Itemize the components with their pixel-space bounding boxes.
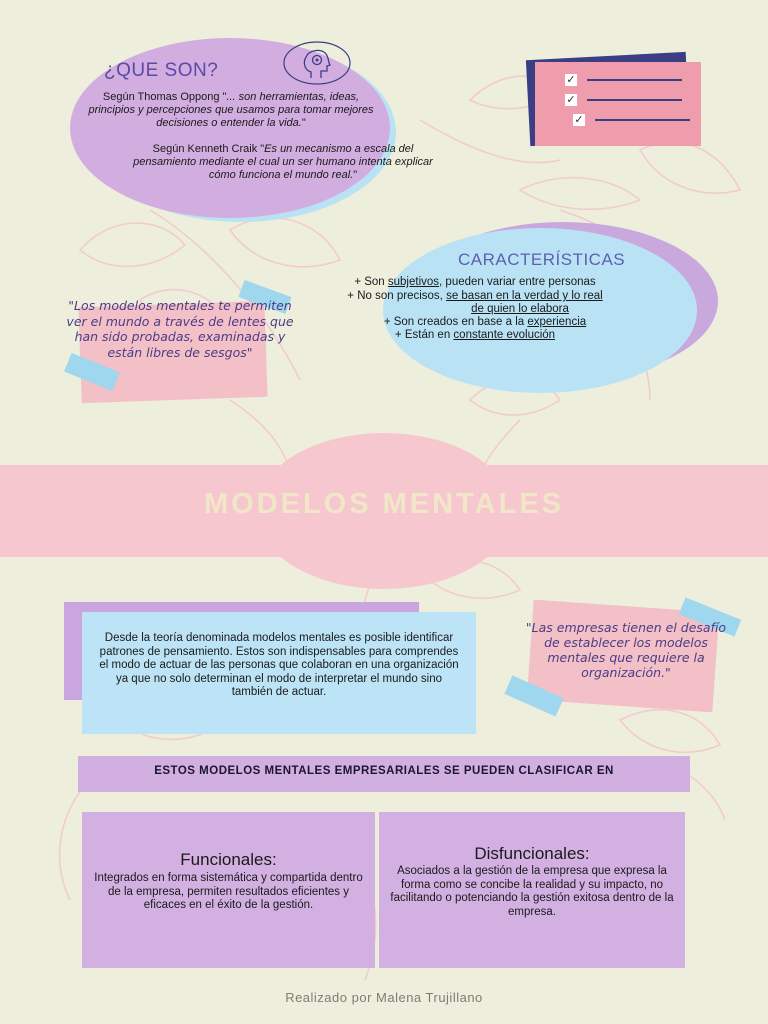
craik-quote-line-2: pensamiento mediante el cual un ser humano intenta explicar	[133, 156, 433, 168]
check-mark-icon: ✓	[566, 74, 576, 86]
funcionales-text: Integrados en forma sistemática y compartida dentro de la empresa, permiten resultados eficientes y eficaces en el éxito de la gestión.	[94, 872, 363, 911]
caracteristica-precisos-cont	[430, 303, 610, 317]
caracteristica-evolucion	[290, 329, 660, 343]
craik-quote-end: "	[353, 169, 358, 181]
check-mark-icon: ✓	[574, 114, 584, 126]
oppong-intro: Según Thomas Oppong "	[102, 91, 227, 103]
craik-quote-line-1: Es un mecanismo a escala del	[264, 143, 414, 155]
disfuncionales-box	[379, 812, 685, 968]
checklist-line	[587, 99, 682, 101]
caracteristica-text: + No son precisos,	[347, 290, 447, 302]
checklist-row	[565, 74, 685, 88]
caracteristica-experiencia	[300, 316, 670, 330]
quote-left-text: "Los modelos mentales te permiten ver el mundo a través de lentes que han sido probadas, examinadas y están libres de sesgos"	[66, 298, 294, 360]
funcionales-title: Funcionales:	[180, 850, 277, 869]
checklist-line	[595, 119, 690, 121]
checklist-row	[565, 94, 685, 108]
caracteristica-text: , pueden variar entre personas	[439, 276, 596, 288]
disfuncionales-text: Asociados a la gestión de la empresa que expresa la forma como se concibe la realidad y su impacto, no facilitando o potenciando la gestión exitosa dentro de la empresa.	[390, 865, 674, 918]
caracteristica-underlined: de quien lo elabora	[471, 303, 569, 315]
oppong-quote-line-3: decisiones o entender la vida.	[156, 117, 302, 129]
check-mark-icon: ✓	[566, 94, 576, 106]
que-son-title: ¿QUE SON?	[104, 60, 219, 81]
head-gear-icon	[281, 40, 353, 86]
caracteristica-underlined: experiencia	[527, 316, 587, 328]
quote-right-text: "Las empresas tienen el desafío de establecer los modelos mentales que requiere la organización."	[525, 620, 727, 680]
oppong-quote-line-1: ... son herramientas, ideas,	[226, 91, 360, 103]
caracteristica-underlined: subjetivos	[387, 276, 440, 288]
caracteristica-precisos	[290, 290, 660, 304]
funcionales-box	[82, 812, 375, 968]
checklist-icon	[535, 62, 701, 146]
clasificacion-heading: ESTOS MODELOS MENTALES EMPRESARIALES SE PUEDEN CLASIFICAR EN	[154, 765, 614, 777]
caracteristica-text: + Están en	[394, 329, 454, 341]
caracteristica-underlined: constante evolución	[453, 329, 556, 341]
oppong-quote	[66, 91, 396, 130]
caracteristica-text: + Son	[354, 276, 388, 288]
caracteristica-underlined: se basan en la verdad y lo real	[446, 290, 603, 302]
page-title: MODELOS MENTALES	[203, 488, 565, 520]
oppong-quote-end: "	[301, 117, 306, 129]
craik-quote-line-3: cómo funciona el mundo real.	[208, 169, 354, 181]
checklist-line	[587, 79, 682, 81]
oppong-quote-line-2: principios y percepciones que usamos para tomar mejores	[88, 104, 374, 116]
caracteristica-text: + Son creados en base a la	[383, 316, 528, 328]
teoria-text: Desde la teoría denominada modelos mentales es posible identificar patrones de pensamiento. Estos son indispensables para comprendes el modo de actuar de las personas que colaboran en una organización ya que no solo determinan el modo de interpretar el mundo sino también de actuar.	[99, 632, 459, 699]
checklist-row	[573, 114, 693, 128]
caracteristica-subjetivos	[290, 276, 660, 290]
disfuncionales-title: Disfuncionales:	[474, 844, 590, 863]
craik-quote	[118, 143, 448, 182]
caracteristicas-title: CARACTERÍSTICAS	[458, 250, 626, 269]
craik-intro: Según Kenneth Craik "	[152, 143, 265, 155]
author-footer: Realizado por Malena Trujillano	[285, 990, 483, 1005]
